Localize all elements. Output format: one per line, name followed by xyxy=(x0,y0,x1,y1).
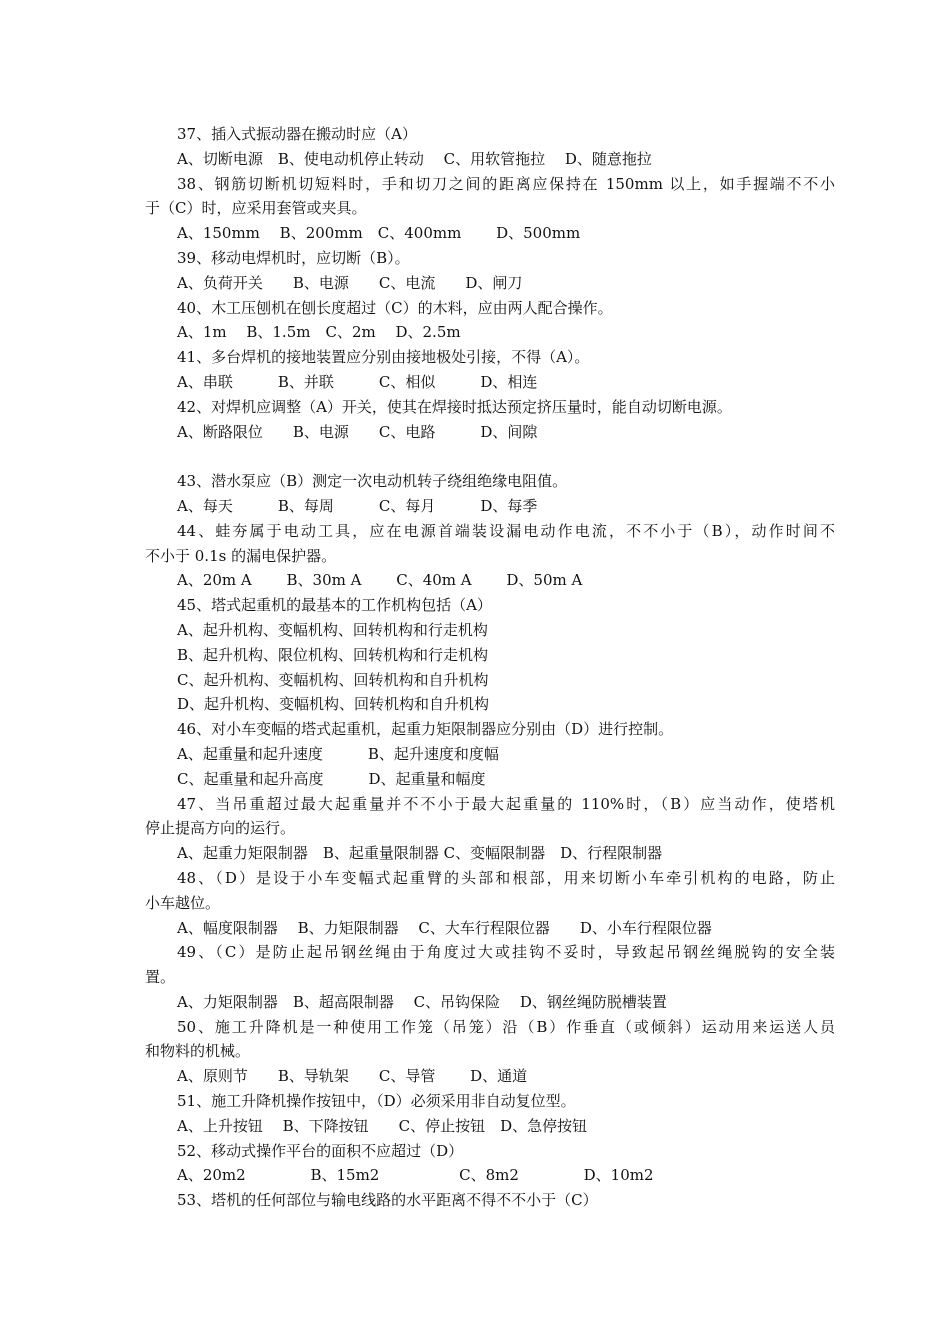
text-line-q44-options: A、20m A B、30m A C、40m A D、50m A xyxy=(177,571,583,590)
text-line-q40: 40、木工压刨机在刨长度超过（C）的木料，应由两人配合操作。 xyxy=(177,298,613,317)
text-line-q37-options: A、切断电源 B、使电动机停止转动 C、用软管拖拉 D、随意拖拉 xyxy=(177,149,652,168)
text-line-q52: 52、移动式操作平台的面积不应超过（D） xyxy=(177,1141,464,1160)
text-line-q45-option-b: B、起升机构、限位机构、回转机构和行走机构 xyxy=(177,645,489,664)
text-line-q47-options: A、起重力矩限制器 B、起重量限制器 C、变幅限制器 D、行程限制器 xyxy=(177,844,663,863)
text-line-q50-line2: 和物料的机械。 xyxy=(145,1042,251,1061)
text-line-q40-options: A、1m B、1.5m C、2m D、2.5m xyxy=(177,323,461,342)
text-line-q45-option-c: C、起升机构、变幅机构、回转机构和自升机构 xyxy=(177,670,489,689)
text-line-q52-options: A、20m2 B、15m2 C、8m2 D、10m2 xyxy=(177,1166,654,1185)
text-line-q51-options: A、上升按钮 B、下降按钮 C、停止按钮 D、急停按钮 xyxy=(177,1116,588,1135)
text-line-q41-options: A、串联 B、并联 C、相似 D、相连 xyxy=(177,372,538,391)
text-line-q45-option-a: A、起升机构、变幅机构、回转机构和行走机构 xyxy=(177,620,488,639)
text-line-q49-line1: 49、（C）是防止起吊钢丝绳由于角度过大或挂钩不妥时，导致起吊钢丝绳脱钩的安全装 xyxy=(177,943,835,962)
document-body xyxy=(145,122,835,1213)
text-line-q38-options: A、150mm B、200mm C、400mm D、500mm xyxy=(177,224,581,243)
text-line-q50-line1: 50、施工升降机是一种使用工作笼（吊笼）沿（B）作垂直（或倾斜）运动用来运送人员 xyxy=(177,1017,835,1036)
text-line-q37: 37、插入式振动器在搬动时应（A） xyxy=(177,125,417,143)
text-line-q46-options-ab: A、起重量和起升速度 B、起升速度和度幅 xyxy=(177,744,499,763)
text-line-q44-line1: 44、蛙夯属于电动工具，应在电源首端装设漏电动作电流，不不小于（B），动作时间不 xyxy=(177,521,835,540)
text-line-q44-line2: 不小于 0.1s 的漏电保护器。 xyxy=(145,546,337,565)
text-line-q43: 43、潜水泵应（B）测定一次电动机转子绕组绝缘电阻值。 xyxy=(177,472,568,491)
text-line-q48-line2: 小车越位。 xyxy=(145,893,221,912)
text-line-q53: 53、塔机的任何部位与输电线路的水平距离不得不不小于（C） xyxy=(177,1191,598,1210)
blank-line xyxy=(145,444,835,469)
text-line-q48-options: A、幅度限制器 B、力矩限制器 C、大车行程限位器 D、小车行程限位器 xyxy=(177,918,712,937)
text-line-q42: 42、对焊机应调整（A）开关，使其在焊接时抵达预定挤压量时，能自动切断电源。 xyxy=(177,397,732,416)
text-line-q39-options: A、负荷开关 B、电源 C、电流 D、闸刀 xyxy=(177,273,523,292)
text-line-q46: 46、对小车变幅的塔式起重机，起重力矩限制器应分别由（D）进行控制。 xyxy=(177,720,674,739)
text-line-q41: 41、多台焊机的接地装置应分别由接地极处引接，不得（A）。 xyxy=(177,348,590,367)
text-line-q51: 51、施工升降机操作按钮中，（D）必须采用非自动复位型。 xyxy=(177,1092,576,1111)
text-line-q43-options: A、每天 B、每周 C、每月 D、每季 xyxy=(177,496,538,515)
text-line-q49-options: A、力矩限制器 B、超高限制器 C、吊钩保险 D、钢丝绳防脱槽装置 xyxy=(177,992,667,1011)
text-line-q45-option-d: D、起升机构、变幅机构、回转机构和自升机构 xyxy=(177,695,490,714)
text-line-q42-options: A、断路限位 B、电源 C、电路 D、间隙 xyxy=(177,422,538,441)
text-line-q38-line1: 38、钢筋切断机切短料时，手和切刀之间的距离应保持在 150mm 以上，如手握端不不小 xyxy=(177,174,835,193)
text-line-q46-options-cd: C、起重量和起升高度 D、起重量和幅度 xyxy=(177,769,486,788)
text-line-q45: 45、塔式起重机的最基本的工作机构包括（A） xyxy=(177,596,492,615)
text-line-q48-line1: 48、（D）是设于小车变幅式起重臂的头部和根部，用来切断小车牵引机构的电路，防止 xyxy=(177,868,835,887)
text-line-q38-line2: 于（C）时，应采用套管或夹具。 xyxy=(145,199,367,218)
text-line-q39: 39、移动电焊机时，应切断（B）。 xyxy=(177,248,410,267)
text-line-q47-line1: 47、当吊重超过最大起重量并不不小于最大起重量的 110%时，（B）应当动作，使塔机 xyxy=(177,794,835,813)
text-line-q47-line2: 停止提高方向的运行。 xyxy=(145,819,296,838)
text-line-q49-line2: 置。 xyxy=(145,968,176,987)
text-line-q50-options: A、原则节 B、导轨架 C、导管 D、通道 xyxy=(177,1067,528,1086)
